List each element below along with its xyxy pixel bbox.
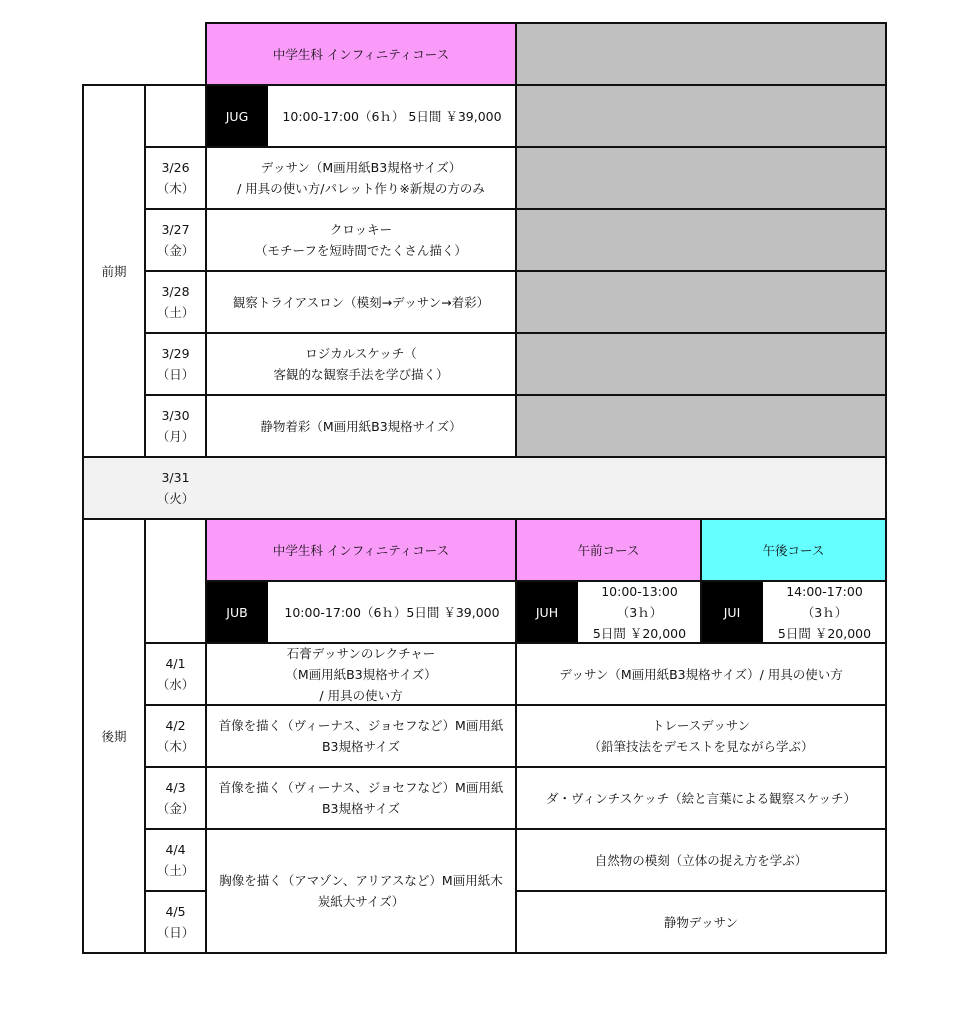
- lesson-content: クロッキー （モチーフを短時間でたくさん描く）: [255, 222, 467, 258]
- grid-line: [82, 952, 887, 954]
- grid-line: [515, 22, 517, 458]
- course-code-badge: JUG: [206, 85, 268, 147]
- first-term-label: 前期: [101, 263, 127, 279]
- lesson-content: 静物デッサン: [663, 914, 739, 930]
- date-cell: 3/28 （土）: [156, 284, 195, 320]
- grid-line: [82, 518, 887, 520]
- grid-line: [144, 518, 146, 954]
- course-code-badge: JUH: [516, 581, 578, 643]
- date-cell: 3/27 （金）: [156, 222, 195, 258]
- date-cell: 3/26 （木）: [156, 160, 195, 196]
- date-cell: 3/30 （月）: [156, 408, 195, 444]
- course-code-badge: JUI: [701, 581, 763, 643]
- grid-line: [206, 580, 887, 582]
- lesson-content: トレースデッサン （鉛筆技法をデモストを見ながら学ぶ）: [588, 718, 814, 754]
- grid-line: [82, 84, 84, 954]
- date-cell: 4/3 （金）: [156, 780, 195, 816]
- grid-line: [515, 518, 517, 954]
- grid-line: [144, 84, 146, 458]
- date-cell: 4/1 （水）: [156, 656, 195, 692]
- lesson-content: 観察トライアスロン（模刻→デッサン→着彩）: [232, 294, 490, 310]
- grid-line: [82, 84, 887, 86]
- lesson-content: デッサン（M画用紙B3規格サイズ）/ 用具の使い方: [559, 666, 843, 682]
- date-cell: 4/2 （木）: [156, 718, 195, 754]
- lesson-content: 首像を描く（ヴィーナス、ジョセフなど）M画用紙 B3規格サイズ: [218, 780, 504, 816]
- second-term-label: 後期: [101, 728, 127, 744]
- course-time-price: 14:00-17:00 （3ｈ） 5日間 ￥20,000: [777, 583, 872, 641]
- lesson-content: ダ・ヴィンチスケッチ（絵と言葉による観察スケッチ）: [545, 790, 856, 806]
- grid-line: [82, 456, 887, 458]
- lesson-content: 胸像を描く（アマゾン、アリアスなど）M画用紙木 炭紙大サイズ）: [219, 873, 503, 909]
- lesson-content: ロジカルスケッチ（ 客観的な観察手法を学び描く）: [273, 346, 449, 382]
- grid-line: [144, 890, 206, 892]
- infinity-course-header: [206, 23, 516, 85]
- date-cell: 3/31 （火）: [156, 470, 195, 506]
- unavailable-cell: [516, 23, 886, 85]
- am-course-header: 午前コース: [516, 519, 701, 581]
- lesson-content: 静物着彩（M画用紙B3規格サイズ）: [260, 418, 462, 434]
- infinity-course-title: 中学生科 インフィニティコース: [272, 46, 450, 62]
- grid-line: [885, 22, 887, 458]
- date-cell: 3/29 （日）: [156, 346, 195, 382]
- grid-line: [205, 22, 207, 458]
- course-code-badge: JUB: [206, 581, 268, 643]
- lesson-content: デッサン（M画用紙B3規格サイズ） / 用具の使い方/パレット作り※新規の方のみ: [237, 160, 485, 196]
- grid-line: [885, 456, 887, 520]
- lesson-content: 石膏デッサンのレクチャー （M画用紙B3規格サイズ） / 用具の使い方: [285, 645, 437, 703]
- grid-line: [206, 22, 887, 24]
- grid-line: [205, 518, 207, 954]
- lesson-content: 自然物の模刻（立体の捉え方を学ぶ）: [594, 852, 808, 868]
- course-time-price: 10:00-17:00（6ｈ）5日間 ￥39,000: [284, 604, 500, 620]
- course-time-price: 10:00-13:00 （3ｈ） 5日間 ￥20,000: [592, 583, 687, 641]
- infinity-course-header: 中学生科 インフィニティコース: [206, 519, 516, 581]
- lesson-content: 首像を描く（ヴィーナス、ジョセフなど）M画用紙 B3規格サイズ: [218, 718, 504, 754]
- pm-course-header: 午後コース: [701, 519, 886, 581]
- date-cell: 4/4 （土）: [156, 842, 195, 878]
- course-time-price: 10:00-17:00（6ｈ） 5日間 ￥39,000: [282, 108, 502, 124]
- grid-line: [700, 518, 702, 644]
- grid-line: [885, 518, 887, 954]
- date-cell: 4/5 （日）: [156, 904, 195, 940]
- grid-line: [516, 890, 887, 892]
